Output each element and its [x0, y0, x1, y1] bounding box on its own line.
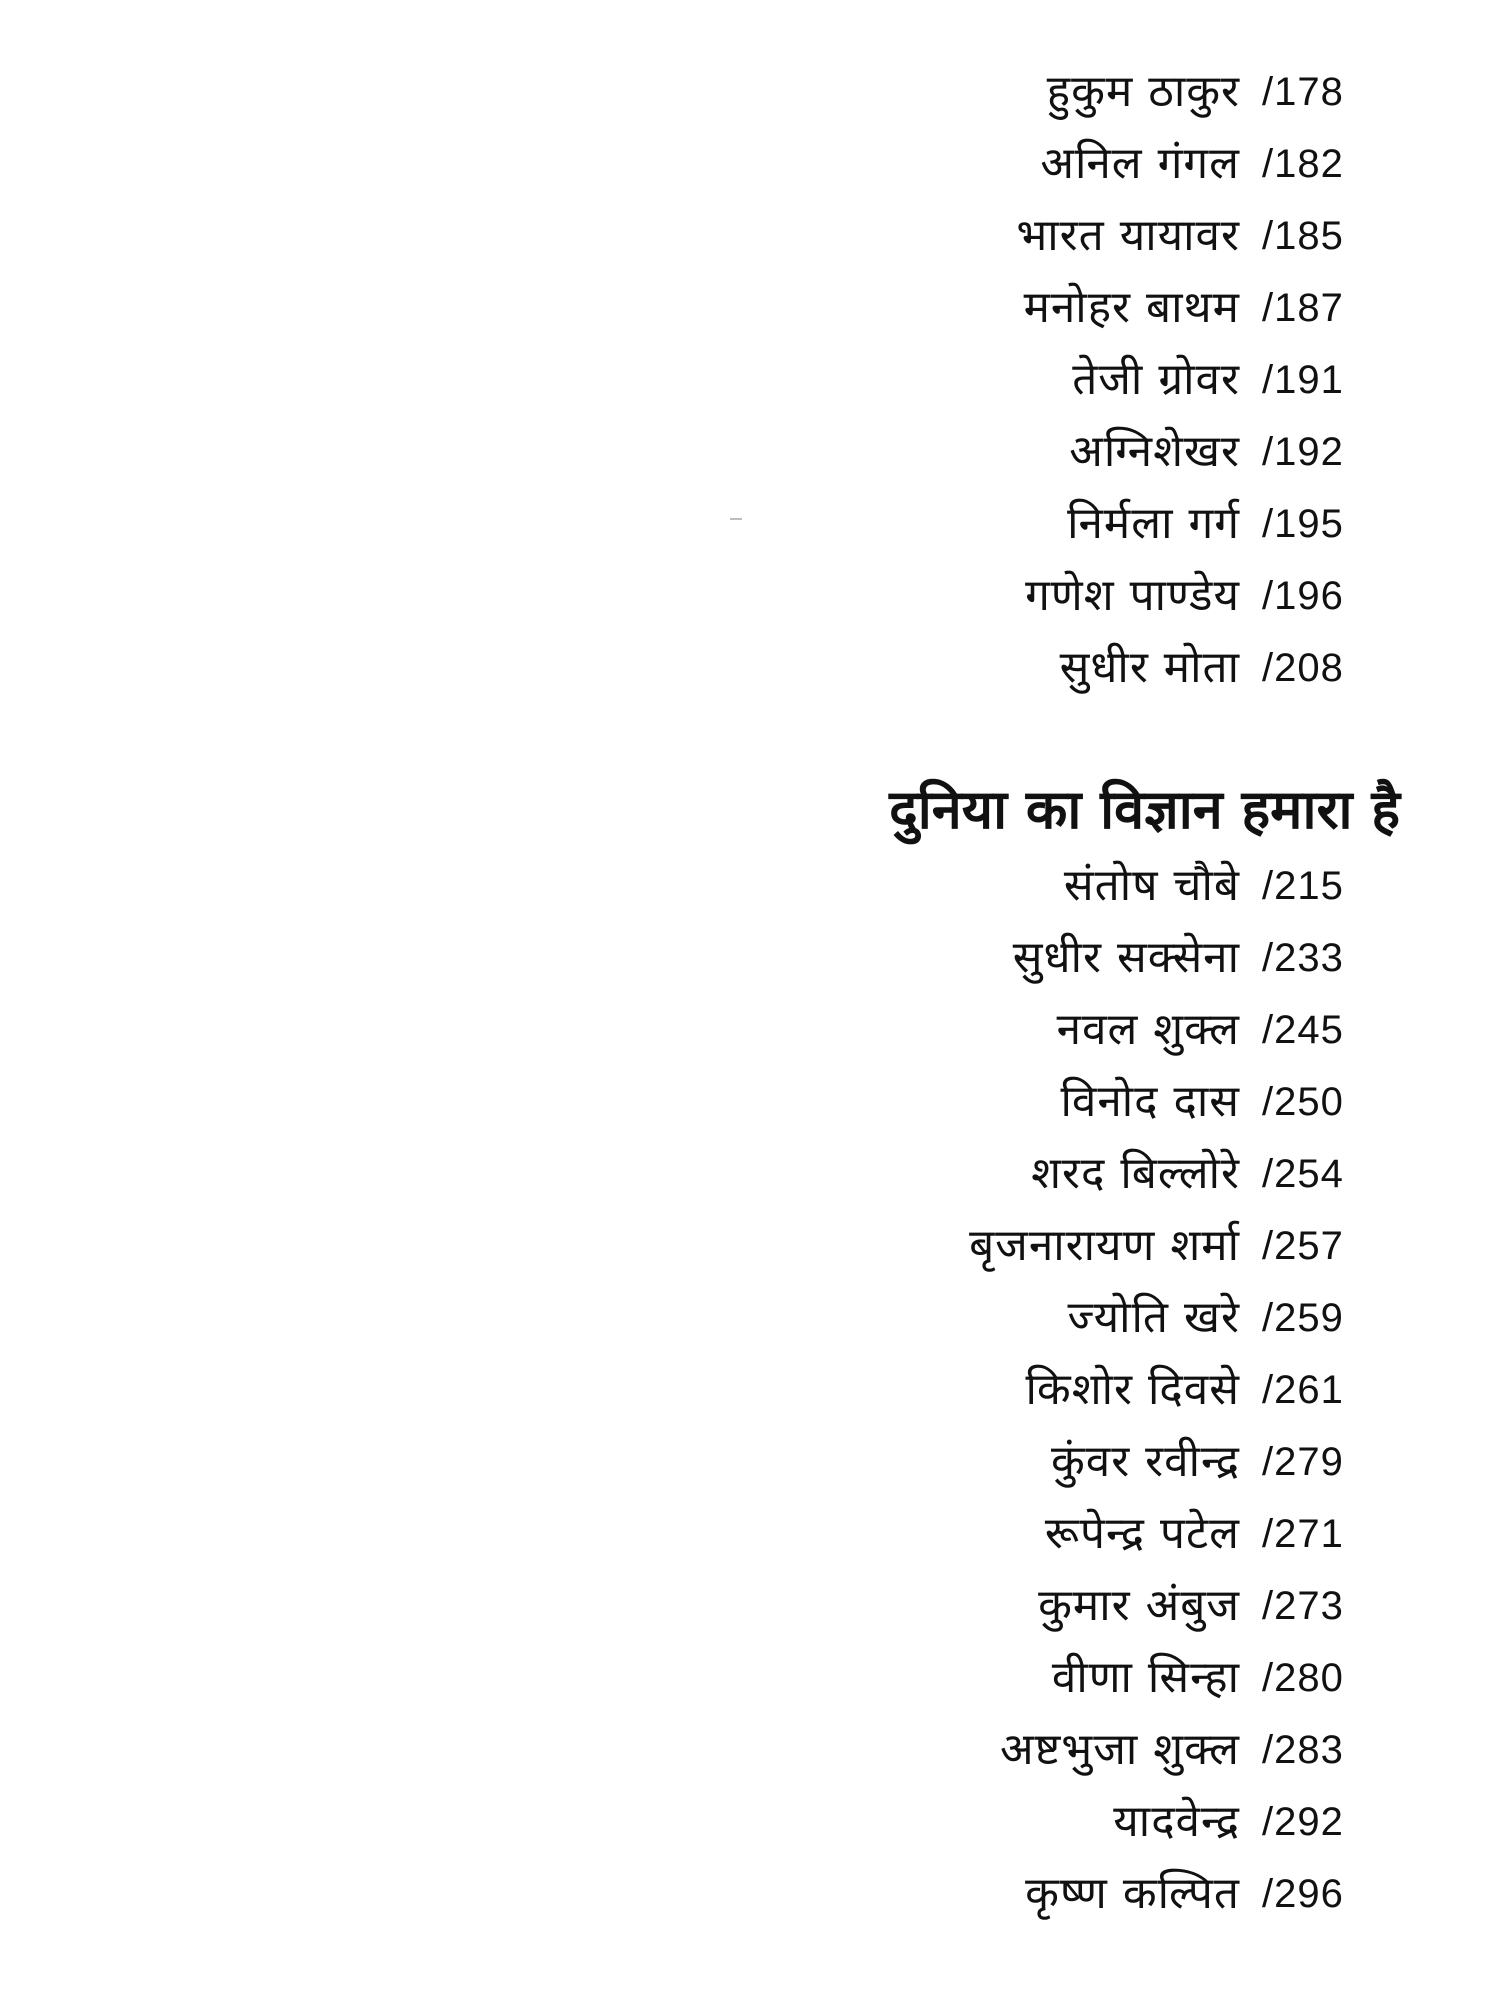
toc-entry — [500, 632, 1400, 704]
author-name: बृजनारायण शर्मा — [969, 1220, 1240, 1271]
author-name: मनोहर बाथम — [1023, 282, 1240, 333]
author-name: भारत यायावर — [1016, 210, 1240, 261]
toc-entry — [500, 416, 1400, 488]
author-name: संतोष चौबे — [1063, 860, 1240, 911]
toc-entry — [500, 128, 1400, 200]
author-name: हुकुम ठाकुर — [1046, 66, 1240, 117]
page-number: /245 — [1262, 1008, 1344, 1052]
author-name: अग्निशेखर — [1069, 426, 1240, 477]
page-number: /257 — [1262, 1224, 1344, 1268]
page-number: /296 — [1262, 1872, 1344, 1916]
author-name: गणेश पाण्डेय — [1025, 570, 1240, 621]
toc-entry — [500, 1282, 1400, 1354]
author-name: कुंवर रवीन्द्र — [1050, 1436, 1240, 1487]
toc-entry — [500, 1138, 1400, 1210]
page-number: /233 — [1262, 936, 1344, 980]
toc-entry — [500, 850, 1400, 922]
page-number: /182 — [1262, 142, 1344, 186]
author-name: शरद बिल्लोरे — [1031, 1148, 1240, 1199]
page-number: /185 — [1262, 214, 1344, 258]
toc-entry — [500, 994, 1400, 1066]
page-number: /187 — [1262, 286, 1344, 330]
page-number: /195 — [1262, 502, 1344, 546]
page-number: /271 — [1262, 1512, 1344, 1556]
toc-entry — [500, 1354, 1400, 1426]
author-name: सुधीर मोता — [1059, 642, 1240, 693]
toc-entry — [500, 1642, 1400, 1714]
page-number: /280 — [1262, 1656, 1344, 1700]
author-name: रूपेन्द्र पटेल — [1044, 1508, 1240, 1559]
author-name: वीणा सिन्हा — [1051, 1652, 1240, 1703]
page-number: /283 — [1262, 1728, 1344, 1772]
author-name: विनोद दास — [1060, 1076, 1240, 1127]
toc-entry — [500, 1714, 1400, 1786]
author-name: निर्मला गर्ग — [1067, 498, 1240, 549]
author-name: यादवेन्द्र — [1113, 1796, 1240, 1847]
page-number: /191 — [1262, 358, 1344, 402]
author-name: कुमार अंबुज — [1038, 1580, 1240, 1631]
toc-entry — [500, 1858, 1400, 1930]
toc-entry — [500, 344, 1400, 416]
toc-entry — [500, 56, 1400, 128]
toc-entry — [500, 1066, 1400, 1138]
toc-entry — [500, 560, 1400, 632]
author-name: तेजी ग्रोवर — [1072, 354, 1240, 405]
page-number: /215 — [1262, 864, 1344, 908]
toc-list-group-1 — [500, 56, 1400, 704]
toc-entry — [500, 200, 1400, 272]
author-name: किशोर दिवसे — [1025, 1364, 1240, 1415]
page-number: /279 — [1262, 1440, 1344, 1484]
page-number: /292 — [1262, 1800, 1344, 1844]
page-number: /259 — [1262, 1296, 1344, 1340]
author-name: सुधीर सक्सेना — [1012, 932, 1240, 983]
page-number: /192 — [1262, 430, 1344, 474]
toc-entry — [500, 272, 1400, 344]
author-name: अनिल गंगल — [1040, 138, 1240, 189]
author-name: कृष्ण कल्पित — [1025, 1868, 1240, 1919]
section-heading: दुनिया का विज्ञान हमारा है — [889, 778, 1400, 841]
toc-entry — [500, 1426, 1400, 1498]
toc-entry — [500, 1570, 1400, 1642]
page-number: /178 — [1262, 70, 1344, 114]
toc-entry — [500, 922, 1400, 994]
page-number: /250 — [1262, 1080, 1344, 1124]
page-number: /254 — [1262, 1152, 1344, 1196]
toc-entry — [500, 1210, 1400, 1282]
author-name: ज्योति खरे — [1067, 1292, 1240, 1343]
author-name: नवल शुक्ल — [1056, 1004, 1240, 1055]
page-number: /208 — [1262, 646, 1344, 690]
toc-entry — [500, 1786, 1400, 1858]
author-name: अष्टभुजा शुक्ल — [999, 1724, 1240, 1775]
toc-entry — [500, 488, 1400, 560]
toc-list-group-2 — [500, 850, 1400, 1930]
toc-entry — [500, 1498, 1400, 1570]
page-number: /273 — [1262, 1584, 1344, 1628]
page-number: /261 — [1262, 1368, 1344, 1412]
page-number: /196 — [1262, 574, 1344, 618]
